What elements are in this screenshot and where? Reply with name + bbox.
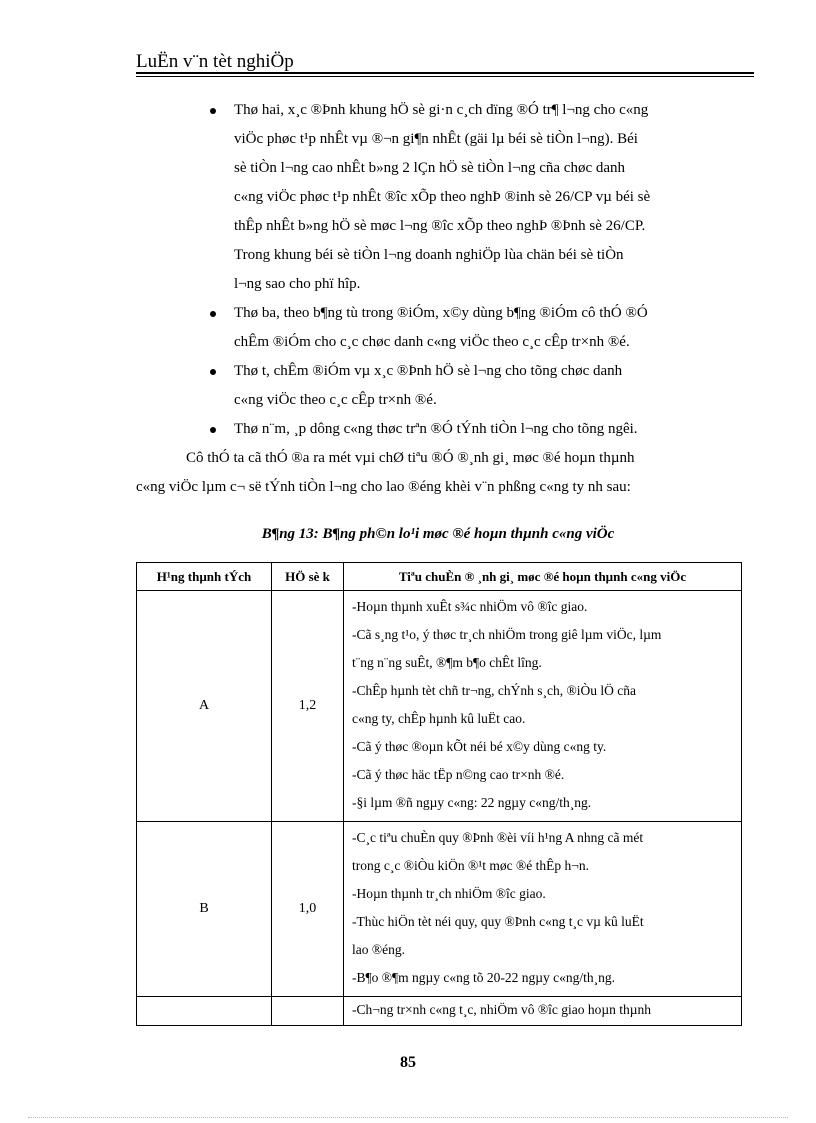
criteria-line: -Ch¬ng tr×nh c«ng t¸c, nhiÖm vô ®îc giao hoµn thµnh [352, 1002, 652, 1017]
criteria-line: -B¶o ®¶m ngµy c«ng tõ 20-22 ngµy c«ng/th¸ng. [352, 970, 616, 985]
bullet-line: Thø hai, x¸c ®Þnh khung hÖ sè gi·n c¸ch dïng ®Ó tr¶ l¬ng cho c«ng [234, 102, 649, 118]
criteria-line: -Hoµn thµnh xuÊt s¾c nhiÖm vô ®îc giao. [352, 599, 588, 614]
criteria-line: -ChÊp hµnh tèt chñ tr¬ng, chÝnh s¸ch, ®iÒu lÖ cña [352, 683, 636, 698]
bullet-line: l¬ng sao cho phï hîp. [234, 276, 361, 292]
criteria-line: -Cã s¸ng t¹o, ý thøc tr¸ch nhiÖm trong giê lµm viÖc, lµm [352, 627, 662, 642]
grade-cell: B [137, 822, 272, 997]
bullet-line: sè tiÒn l¬ng cao nhÊt b»ng 2 lÇn hÖ sè tiÒn l¬ng cña chøc danh [234, 160, 626, 176]
header-title: LuËn v¨n tèt nghiÖp [136, 51, 294, 72]
paragraph-line: Cô thÓ ta cã thÓ ®a ra mét vµi chØ tiªu ®Ó ®¸nh gi¸ møc ®é hoµn thµnh [186, 450, 635, 466]
paragraph-line: c«ng viÖc lµm c¬ së tÝnh tiÒn l¬ng cho lao ®éng khèi v¨n phßng c«ng ty nh sau: [136, 479, 631, 495]
page-number: 85 [400, 1054, 416, 1071]
k-cell [272, 997, 344, 1026]
criteria-line: -Thùc hiÖn tèt néi quy, quy ®Þnh c«ng t¸c vµ kû luËt [352, 914, 644, 929]
table-row [137, 822, 742, 997]
criteria-cell [344, 822, 742, 997]
header-rule [136, 72, 754, 74]
criteria-line: t¨ng n¨ng suÊt, ®¶m b¶o chÊt lîng. [352, 655, 542, 670]
bullet-line: thÊp nhÊt b»ng hÖ sè møc l¬ng ®îc xÕp theo nghÞ ®Þnh sè 26/CP. [234, 218, 646, 234]
column-header-k: HÖ sè k [272, 563, 344, 591]
criteria-line: -Hoµn thµnh tr¸ch nhiÖm ®îc giao. [352, 886, 546, 901]
k-cell: 1,0 [272, 822, 344, 997]
bullet-dot-icon [210, 311, 216, 317]
criteria-line: lao ®éng. [352, 942, 405, 957]
column-header-grade: H¹ng thµnh tÝch [137, 563, 272, 591]
bullet-dot-icon [210, 108, 216, 114]
criteria-line: trong c¸c ®iÒu kiÖn ®¹t møc ®é thÊp h¬n. [352, 858, 590, 873]
grade-cell: A [137, 591, 272, 822]
criteria-line: -Cã ý thøc ®oµn kÕt néi bé x©y dùng c«ng ty. [352, 739, 607, 754]
criteria-cell [344, 997, 742, 1026]
table-row [137, 591, 742, 822]
table-header-row [137, 563, 742, 591]
running-header [136, 50, 754, 74]
bullet-line: c«ng viÖc theo c¸c cÊp tr×nh ®é. [234, 392, 437, 408]
bullet-line: Thø n¨m, ¸p dông c«ng thøc trªn ®Ó tÝnh tiÒn l¬ng cho tõng ngêi. [234, 421, 638, 437]
criteria-cell [344, 591, 742, 822]
bullet-list [234, 96, 738, 444]
column-header-criteria: Tiªu chuÈn ® ¸nh gi¸ møc ®é hoµn thµnh c«ng viÖc [344, 563, 742, 591]
grade-cell [137, 997, 272, 1026]
criteria-line: -§i lµm ®ñ ngµy c«ng: 22 ngµy c«ng/th¸ng. [352, 795, 592, 810]
bullet-item [234, 299, 738, 357]
table-row [137, 997, 742, 1026]
body-paragraph [136, 444, 740, 502]
bullet-line: Trong khung béi sè tiÒn l¬ng doanh nghiÖp lùa chän béi sè tiÒn [234, 247, 624, 263]
k-cell: 1,2 [272, 591, 344, 822]
bullet-item [234, 415, 738, 444]
page-bottom-border [28, 1117, 788, 1118]
criteria-line: -C¸c tiªu chuÈn quy ®Þnh ®èi víi h¹ng A nhng cã mét [352, 830, 644, 845]
bullet-item [234, 96, 738, 299]
grade-table [136, 562, 742, 1026]
bullet-dot-icon [210, 369, 216, 375]
bullet-line: Thø t, chÊm ®iÓm vµ x¸c ®Þnh hÖ sè l¬ng cho tõng chøc danh [234, 363, 623, 379]
bullet-line: Thø ba, theo b¶ng tù trong ®iÓm, x©y dùng b¶ng ®iÓm cô thÓ ®Ó [234, 305, 648, 321]
bullet-line: chÊm ®iÓm cho c¸c chøc danh c«ng viÖc theo c¸c cÊp tr×nh ®é. [234, 334, 630, 350]
table-caption: B¶ng 13: B¶ng ph©n lo¹i møc ®é hoµn thµnh c«ng viÖc [261, 526, 615, 542]
criteria-line: c«ng ty, chÊp hµnh kû luËt cao. [352, 711, 526, 726]
bullet-line: c«ng viÖc phøc t¹p nhÊt ®îc xÕp theo nghÞ ®inh sè 26/CP vµ béi sè [234, 189, 651, 205]
bullet-item [234, 357, 738, 415]
criteria-line: -Cã ý thøc häc tËp n©ng cao tr×nh ®é. [352, 767, 565, 782]
header-rule-thin [136, 76, 754, 77]
bullet-dot-icon [210, 427, 216, 433]
bullet-line: viÖc phøc t¹p nhÊt vµ ®¬n gi¶n nhÊt (gäi lµ béi sè tiÒn l¬ng). Béi [234, 131, 638, 147]
